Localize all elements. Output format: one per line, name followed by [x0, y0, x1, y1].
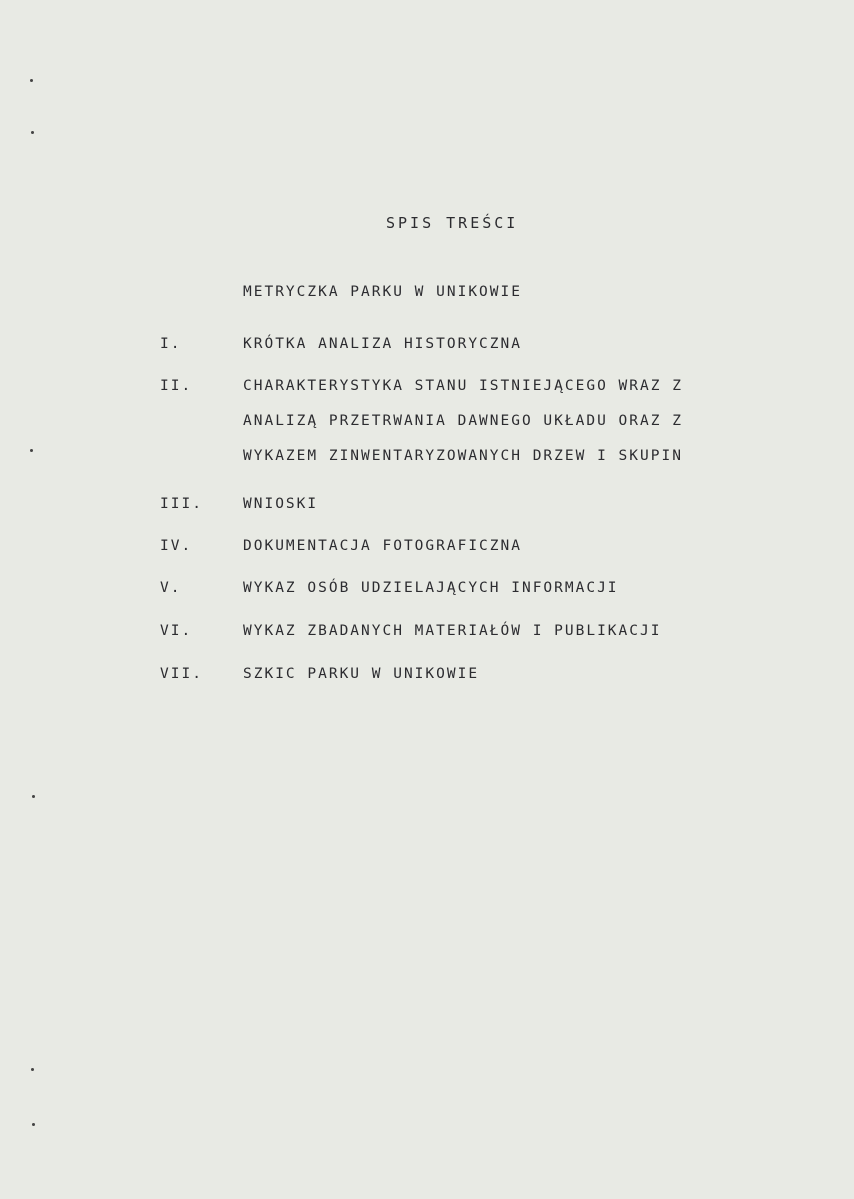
paper-speck — [30, 79, 33, 82]
entry-text-vii: SZKIC PARKU W UNIKOWIE — [243, 666, 480, 682]
entry-numeral-iii: III. — [160, 496, 203, 512]
entry-numeral-v: V. — [160, 580, 182, 596]
entry-text-vi: WYKAZ ZBADANYCH MATERIAŁÓW I PUBLIKACJI — [243, 623, 662, 639]
entry-numeral-ii: II. — [160, 378, 193, 394]
entry-text-ii-line-2: ANALIZĄ PRZETRWANIA DAWNEGO UKŁADU ORAZ Z — [243, 413, 683, 429]
paper-speck — [30, 449, 33, 452]
entry-numeral-vii: VII. — [160, 666, 203, 682]
intro-entry: METRYCZKA PARKU W UNIKOWIE — [243, 284, 522, 300]
entry-text-iv: DOKUMENTACJA FOTOGRAFICZNA — [243, 538, 522, 554]
entry-numeral-iv: IV. — [160, 538, 193, 554]
paper-speck — [32, 1123, 35, 1126]
entry-text-ii-line-3: WYKAZEM ZINWENTARYZOWANYCH DRZEW I SKUPIN — [243, 448, 683, 464]
page-title: SPIS TREŚCI — [386, 214, 519, 232]
entry-numeral-i: I. — [160, 336, 182, 352]
paper-speck — [32, 795, 35, 798]
entry-text-ii-line-1: CHARAKTERYSTYKA STANU ISTNIEJĄCEGO WRAZ Z — [243, 378, 683, 394]
entry-text-i: KRÓTKA ANALIZA HISTORYCZNA — [243, 336, 522, 352]
entry-text-iii: WNIOSKI — [243, 496, 319, 512]
entry-numeral-vi: VI. — [160, 623, 193, 639]
paper-speck — [31, 1068, 34, 1071]
paper-speck — [31, 131, 34, 134]
entry-text-v: WYKAZ OSÓB UDZIELAJĄCYCH INFORMACJI — [243, 580, 619, 596]
